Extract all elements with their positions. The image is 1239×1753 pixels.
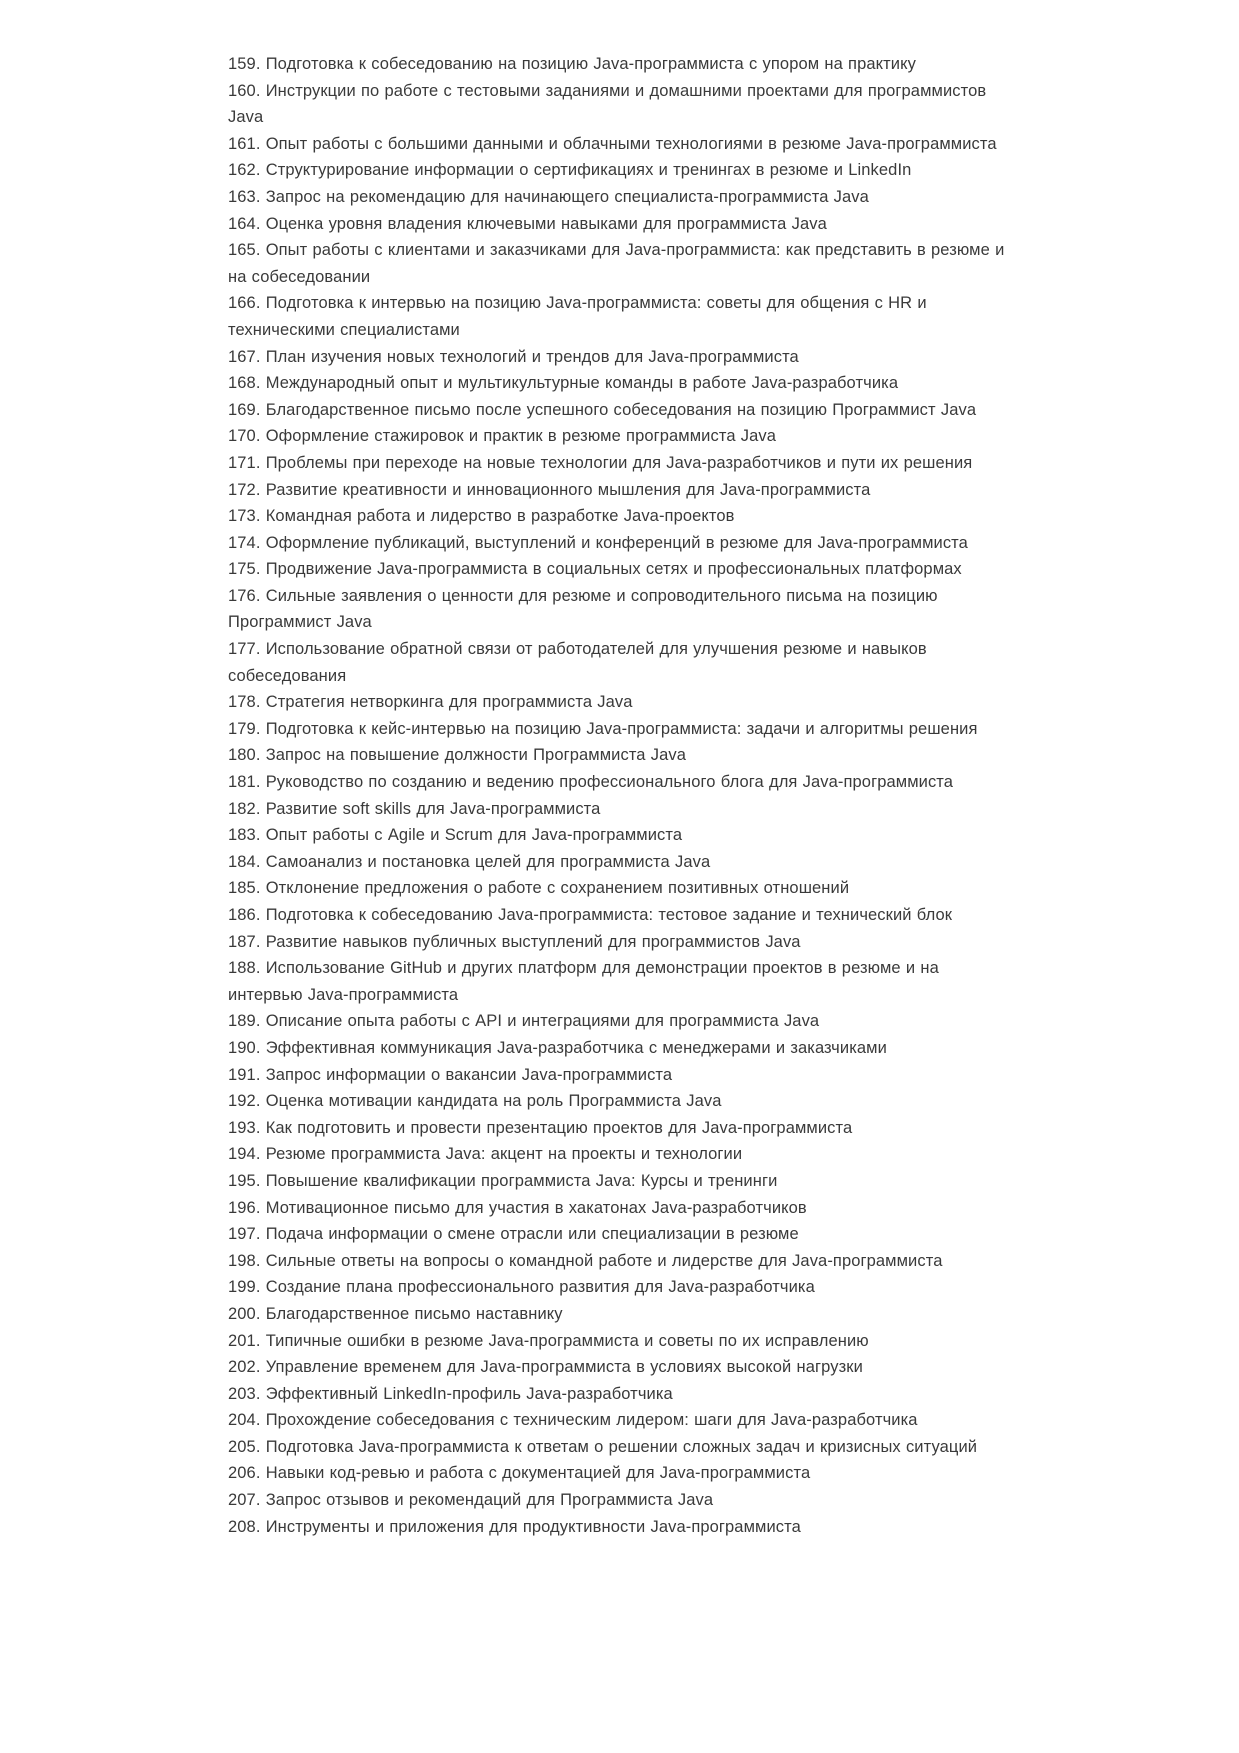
list-item: 192. Оценка мотивации кандидата на роль Программиста Java	[228, 1092, 722, 1111]
list-item: 187. Развитие навыков публичных выступлений для программистов Java	[228, 932, 801, 951]
list-item: 168. Международный опыт и мультикультурные команды в работе Java-разработчика	[228, 374, 899, 393]
numbered-list	[228, 51, 1013, 1540]
list-item: 179. Подготовка к кейс-интервью на позицию Java-программиста: задачи и алгоритмы решения	[228, 719, 978, 738]
list-item: 185. Отклонение предложения о работе с сохранением позитивных отношений	[228, 879, 850, 898]
list-item: 198. Сильные ответы на вопросы о командной работе и лидерстве для Java-программиста	[228, 1251, 943, 1270]
list-item: 171. Проблемы при переходе на новые технологии для Java-разработчиков и пути их решения	[228, 453, 973, 472]
list-item: 161. Опыт работы с большими данными и облачными технологиями в резюме Java-программиста	[228, 134, 997, 153]
list-item: 186. Подготовка к собеседованию Java-программиста: тестовое задание и технический блок	[228, 906, 953, 924]
list-item: 173. Командная работа и лидерство в разработке Java-проектов	[228, 507, 735, 526]
list-item: 207. Запрос отзывов и рекомендаций для Программиста Java	[228, 1491, 714, 1510]
list-item: 189. Описание опыта работы с API и интеграциями для программиста Java	[228, 1012, 820, 1031]
list-item: 205. Подготовка Java-программиста к ответам о решении сложных задач и кризисных ситуаций	[228, 1437, 978, 1456]
list-item: 191. Запрос информации о вакансии Java-программиста	[228, 1065, 673, 1084]
list-item: 174. Оформление публикаций, выступлений и конференций в резюме для Java-программиста	[228, 533, 968, 552]
list-item: 166. Подготовка к интервью на позицию Java-программиста: советы для общения с HR и техническими специалистами	[228, 294, 927, 339]
list-item: 163. Запрос на рекомендацию для начинающего специалиста-программиста Java	[228, 187, 869, 206]
list-item: 201. Типичные ошибки в резюме Java-программиста и советы по их исправлению	[228, 1331, 869, 1350]
list-item: 165. Опыт работы с клиентами и заказчиками для Java-программиста: как представить в резюме и на собеседовании	[228, 241, 1005, 286]
list-item: 170. Оформление стажировок и практик в резюме программиста Java	[228, 427, 777, 446]
list-item: 177. Использование обратной связи от работодателей для улучшения резюме и навыков собеседования	[228, 640, 927, 685]
list-item: 199. Создание плана профессионального развития для Java-разработчика	[228, 1278, 815, 1297]
list-item: 195. Повышение квалификации программиста Java: Курсы и тренинги	[228, 1171, 778, 1190]
list-item: 169. Благодарственное письмо после успешного собеседования на позицию Программист Java	[228, 400, 977, 419]
list-item: 188. Использование GitHub и других платформ для демонстрации проектов в резюме и на интервью Java-программиста	[228, 959, 939, 1004]
list-item: 200. Благодарственное письмо наставнику	[228, 1304, 563, 1323]
list-item: 184. Самоанализ и постановка целей для программиста Java	[228, 852, 711, 871]
list-item: 196. Мотивационное письмо для участия в хакатонах Java-разработчиков	[228, 1198, 807, 1217]
list-item: 178. Стратегия нетворкинга для программиста Java	[228, 693, 633, 712]
list-item: 183. Опыт работы с Agile и Scrum для Java-программиста	[228, 826, 683, 845]
list-item: 193. Как подготовить и провести презентацию проектов для Java-программиста	[228, 1118, 853, 1137]
list-item: 172. Развитие креативности и инновационного мышления для Java-программиста	[228, 480, 871, 499]
list-item: 164. Оценка уровня владения ключевыми навыками для программиста Java	[228, 214, 827, 233]
list-item: 197. Подача информации о смене отрасли или специализации в резюме	[228, 1225, 799, 1244]
list-item: 206. Навыки код-ревью и работа с документацией для Java-программиста	[228, 1464, 811, 1483]
list-item: 167. План изучения новых технологий и трендов для Java-программиста	[228, 347, 799, 366]
list-item: 159. Подготовка к собеседованию на позицию Java-программиста с упором на практику	[228, 55, 916, 73]
list-item: 180. Запрос на повышение должности Программиста Java	[228, 746, 687, 765]
list-item: 162. Структурирование информации о сертификациях и тренингах в резюме и LinkedIn	[228, 161, 912, 180]
list-item: 208. Инструменты и приложения для продуктивности Java-программиста	[228, 1517, 801, 1536]
list-item: 204. Прохождение собеседования с техническим лидером: шаги для Java-разработчика	[228, 1411, 918, 1430]
list-item: 203. Эффективный LinkedIn-профиль Java-разработчика	[228, 1384, 673, 1403]
list-item: 202. Управление временем для Java-программиста в условиях высокой нагрузки	[228, 1358, 863, 1377]
list-item: 176. Сильные заявления о ценности для резюме и сопроводительного письма на позицию Программист Java	[228, 586, 938, 632]
list-item: 175. Продвижение Java-программиста в социальных сетях и профессиональных платформах	[228, 560, 962, 579]
list-item: 182. Развитие soft skills для Java-программиста	[228, 799, 601, 818]
list-item: 190. Эффективная коммуникация Java-разработчика с менеджерами и заказчиками	[228, 1038, 887, 1057]
list-item: 160. Инструкции по работе с тестовыми заданиями и домашними проектами для программистов Java	[228, 81, 987, 127]
list-item: 194. Резюме программиста Java: акцент на проекты и технологии	[228, 1145, 743, 1164]
list-item: 181. Руководство по созданию и ведению профессионального блога для Java-программиста	[228, 773, 954, 792]
